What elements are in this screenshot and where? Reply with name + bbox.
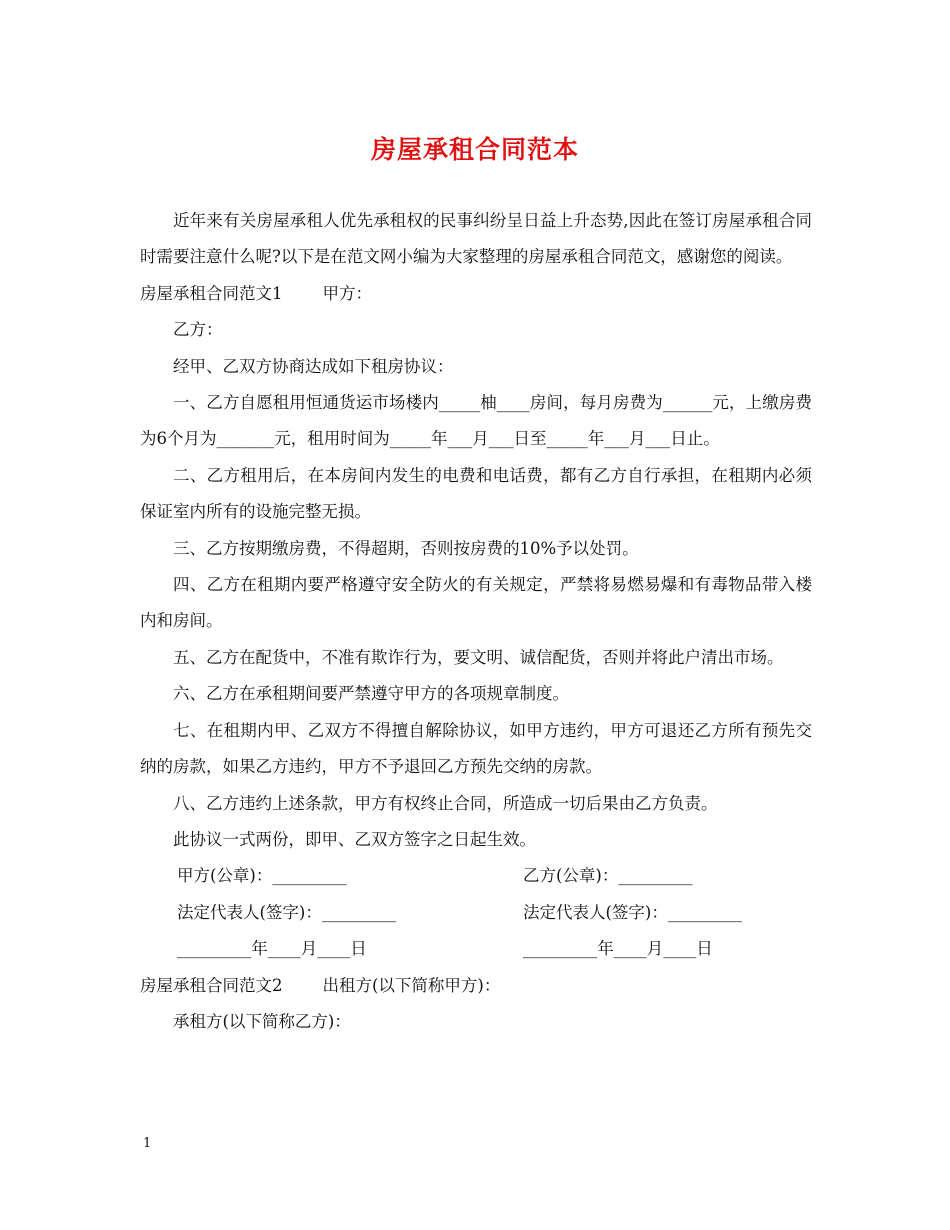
- party-b-date-field: _________年____月____日: [523, 939, 713, 959]
- sample2-heading: 房屋承租合同范文2: [140, 975, 283, 995]
- sample2-heading-line: [140, 968, 812, 1004]
- sample1-party-b: 乙方：: [173, 320, 223, 340]
- clause-1: 一、乙方自愿租用恒通货运市场楼内_____柚____房间，每月房费为______元，上缴房费为6个月为_______元，租用时间为_____年___月___日至_____年___月___日止。: [140, 393, 812, 449]
- clause-6: 六、乙方在承租期间要严禁遵守甲方的各项规章制度。: [173, 684, 569, 704]
- party-a-representative-field: 法定代表人(签字)：_________: [177, 902, 397, 922]
- intro-paragraph: 近年来有关房屋承租人优先承租权的民事纠纷呈日益上升态势,因此在签订房屋承租合同时需要注意什么呢?以下是在范文网小编为大家整理的房屋承租合同范文，感谢您的阅读。: [140, 211, 812, 267]
- sample1-heading-line: [140, 276, 812, 312]
- clause-4: 四、乙方在租期内要严格遵守安全防火的有关规定，严禁将易燃易爆和有毒物品带入楼内和房间。: [140, 575, 812, 631]
- signature-date-row: [140, 931, 812, 967]
- party-b-representative-field: 法定代表人(签字)：_________: [523, 902, 743, 922]
- signature-seal-row: [140, 858, 812, 894]
- clause-7: 七、在租期内甲、乙双方不得擅自解除协议，如甲方违约，甲方可退还乙方所有预先交纳的房款，如果乙方违约，甲方不予退回乙方预先交纳的房款。: [140, 720, 812, 777]
- sample1-agreement-line: 经甲、乙双方协商达成如下租房协议：: [173, 356, 454, 376]
- sample2-lessee: 承租方(以下简称乙方)：: [173, 1011, 351, 1031]
- clause-8: 八、乙方违约上述条款，甲方有权终止合同，所造成一切后果由乙方负责。: [173, 793, 718, 813]
- party-a-date-field: _________年____月____日: [177, 939, 367, 959]
- document-body: [140, 203, 812, 1040]
- effective-clause: 此协议一式两份，即甲、乙双方签字之日起生效。: [173, 829, 536, 849]
- sample1-party-a: 甲方：: [322, 283, 372, 303]
- clause-3: 三、乙方按期缴房费，不得超期，否则按房费的10%予以处罚。: [173, 538, 639, 558]
- sample1-heading: 房屋承租合同范文1: [140, 283, 283, 303]
- page-number: 1: [143, 1136, 152, 1151]
- party-b-seal-field: 乙方(公章)：_________: [523, 866, 693, 886]
- clause-2: 二、乙方租用后，在本房间内发生的电费和电话费，都有乙方自行承担，在租期内必须保证室内所有的设施完整无损。: [140, 465, 812, 522]
- signature-representative-row: [140, 895, 812, 931]
- clause-5: 五、乙方在配货中，不准有欺诈行为，要文明、诚信配货，否则并将此户清出市场。: [173, 647, 784, 667]
- party-a-seal-field: 甲方(公章)：_________: [177, 866, 347, 886]
- document-title: 房屋承租合同范本: [370, 135, 579, 164]
- sample2-lessor: 出租方(以下简称甲方)：: [322, 975, 501, 995]
